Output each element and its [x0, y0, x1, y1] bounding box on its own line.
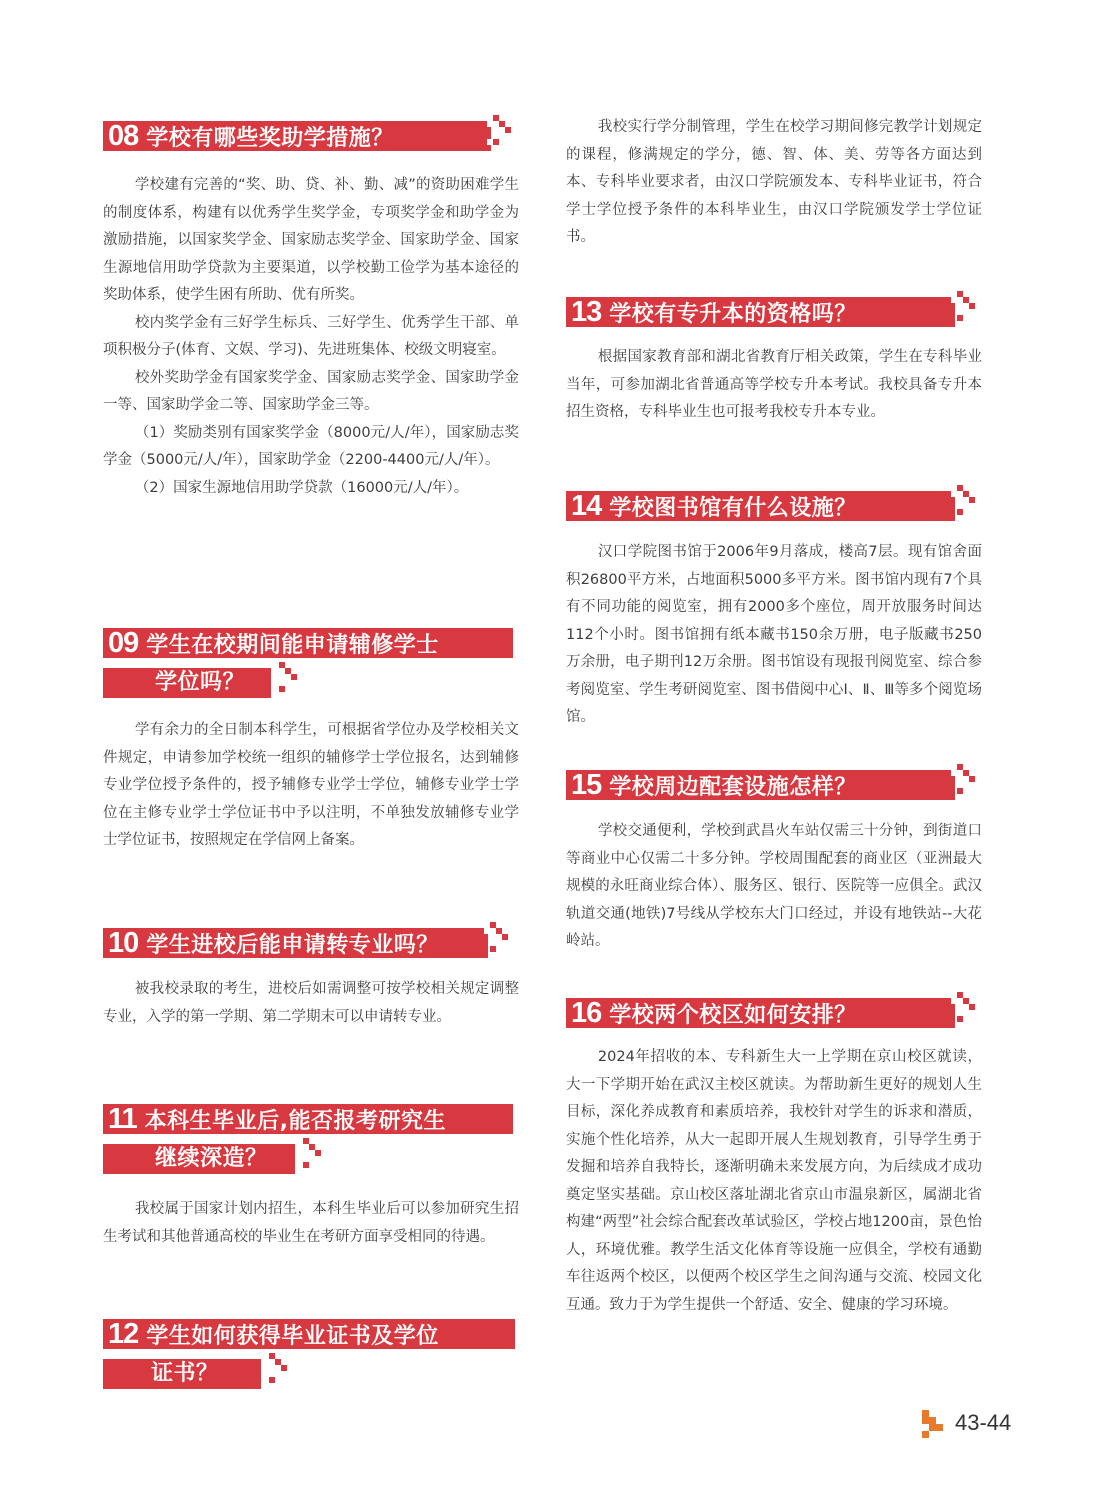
section-heading	[103, 121, 491, 151]
section-09	[103, 628, 519, 855]
section-title: 学校有专升本的资格吗？	[609, 302, 857, 327]
section-heading	[566, 297, 955, 327]
section-08	[103, 121, 519, 502]
page-number: 43-44	[955, 1410, 1012, 1435]
section-12-body	[566, 114, 982, 252]
pixel-decoration-icon	[263, 1353, 291, 1387]
paragraph: （2）国家生源地信用助学贷款（16000元/人/年）。	[134, 479, 469, 496]
section-10	[103, 928, 519, 1031]
section-title: 继续深造？	[155, 1146, 268, 1171]
paragraph: 我校实行学分制管理，学生在校学习期间修完教学计划规定的课程，修满规定的学分，德、智、体、美、劳等各方面达到本、专科毕业要求者，由汉口学院颁发本、专科毕业证书，符合学士学位授予条件的本科毕业生，由汉口学院颁发学士学位证书。	[566, 119, 982, 245]
pixel-decoration-icon	[273, 662, 301, 696]
pixel-decoration-icon	[951, 485, 979, 519]
section-heading-continued	[103, 1144, 295, 1174]
section-heading	[103, 1104, 513, 1134]
section-13	[566, 297, 982, 427]
section-15	[566, 770, 982, 956]
paragraph: 被我校录取的考生，进校后如需调整可按学校相关规定调整专业，入学的第一学期、第二学期末可以申请转专业。	[103, 981, 519, 1025]
section-number: 10	[108, 927, 139, 959]
section-title: 学位吗？	[155, 670, 246, 695]
paragraph: 学有余力的全日制本科学生，可根据省学位办及学校相关文件规定，申请参加学校统一组织的辅修学士学位报名，达到辅修专业学位授予条件的，授予辅修专业学士学位，辅修专业学士学位在主修专业学士学位证书中予以注明，不单独发放辅修专业学士学位证书，按照规定在学信网上备案。	[103, 722, 519, 848]
section-11	[103, 1104, 519, 1251]
paragraph: 校外奖助学金有国家奖学金、国家励志奖学金、国家助学金一等、国家助学金二等、国家助学金三等。	[103, 369, 519, 413]
section-16	[566, 998, 982, 1319]
section-number: 08	[108, 120, 139, 152]
section-body	[566, 344, 982, 427]
section-heading	[103, 1319, 515, 1349]
section-heading	[103, 628, 513, 658]
paragraph: （1）奖励类别有国家奖学金（8000元/人/年），国家励志奖学金（5000元/人/年），国家助学金（2200-4400元/人/年）。	[103, 424, 519, 468]
section-heading	[566, 998, 955, 1028]
section-body	[566, 1044, 982, 1319]
paragraph: 2024年招收的本、专科新生大一上学期在京山校区就读，大一下学期开始在武汉主校区就读。为帮助新生更好的规划人生目标，深化养成教育和素质培养，我校针对学生的诉求和潜质，实施个性化培养，从大一起即开展人生规划教育，引导学生勇于发掘和培养自我特长，逐渐明确未来发展方向，为后续成才成功奠定坚实基础。京山校区落址湖北省京山市温泉新区，属湖北省构建“两型”社会综合配套改革试验区，学校占地1200亩，景色怡人，环境优雅。教学生活文化体育等设施一应俱全，学校有通勤车往返两个校区，以便两个校区学生之间沟通与交流、校园文化互通。致力于为学生提供一个舒适、安全、健康的学习环境。	[566, 1049, 982, 1313]
paragraph: 汉口学院图书馆于2006年9月落成，楼高7层。现有馆舍面积26800平方米，占地面积5000多平方米。图书馆内现有7个具有不同功能的阅览室，拥有2000多个座位，周开放服务时间达112个小时。图书馆拥有纸本藏书150余万册，电子版藏书250万余册，电子期刊12万余册。图书馆设有现报刊阅览室、综合参考阅览室、学生考研阅览室、图书借阅中心Ⅰ、Ⅱ、Ⅲ等多个阅览场馆。	[566, 544, 982, 725]
section-heading	[566, 770, 955, 800]
section-number: 09	[108, 627, 139, 659]
pixel-decoration-icon	[484, 922, 512, 956]
section-title: 学校图书馆有什么设施？	[609, 496, 857, 521]
section-title: 学校有哪些奖助学措施？	[146, 126, 394, 151]
paragraph: 学校交通便利，学校到武昌火车站仅需三十分钟，到街道口等商业中心仅需二十多分钟。学校周围配套的商业区（亚洲最大规模的永旺商业综合体）、服务区、银行、医院等一应俱全。武汉轨道交通(地铁)7号线从学校东大门口经过，并设有地铁站--大花岭站。	[566, 823, 982, 949]
pixel-decoration-icon	[951, 992, 979, 1026]
section-title: 本科生毕业后,能否报考研究生	[144, 1109, 447, 1134]
section-number: 15	[571, 769, 602, 801]
pixel-decoration-icon	[487, 115, 515, 149]
pixel-decoration-icon	[951, 291, 979, 325]
section-title: 证书？	[151, 1361, 219, 1386]
section-heading-continued	[103, 1359, 261, 1389]
section-body	[103, 1196, 519, 1251]
section-heading	[103, 928, 488, 958]
paragraph: 校内奖学金有三好学生标兵、三好学生、优秀学生干部、单项积极分子(体育、文娱、学习)、先进班集体、校级文明寝室。	[103, 314, 519, 358]
section-number: 11	[108, 1103, 137, 1135]
section-heading-continued	[103, 668, 271, 698]
pixel-decoration-icon	[297, 1138, 325, 1172]
section-heading	[566, 491, 955, 521]
section-14	[566, 491, 982, 732]
section-title: 学生如何获得毕业证书及学位	[146, 1324, 439, 1349]
section-title: 学生在校期间能申请辅修学士	[146, 633, 439, 658]
section-number: 14	[571, 490, 602, 522]
pixel-decoration-icon	[951, 764, 979, 798]
section-number: 13	[571, 296, 602, 328]
section-body	[566, 818, 982, 956]
section-body	[103, 976, 519, 1031]
section-title: 学生进校后能申请转专业吗？	[146, 933, 439, 958]
section-title: 学校两个校区如何安排？	[609, 1003, 857, 1028]
paragraph: 我校属于国家计划内招生，本科生毕业后可以参加研究生招生考试和其他普通高校的毕业生在考研方面享受相同的待遇。	[103, 1201, 519, 1245]
section-12-heading	[103, 1319, 519, 1389]
section-body	[566, 539, 982, 732]
section-body	[103, 172, 519, 502]
section-number: 16	[571, 997, 602, 1029]
page-marker-icon	[922, 1410, 944, 1440]
paragraph: 学校建有完善的“奖、助、贷、补、勤、减”的资助困难学生的制度体系，构建有以优秀学生奖学金，专项奖学金和助学金为激励措施，以国家奖学金、国家励志奖学金、国家助学金、国家生源地信用助学贷款为主要渠道，以学校勤工俭学为基本途径的奖助体系，使学生困有所助、优有所奖。	[103, 177, 519, 303]
section-title: 学校周边配套设施怎样？	[609, 775, 857, 800]
section-body	[103, 717, 519, 855]
section-number: 12	[108, 1318, 139, 1350]
paragraph: 根据国家教育部和湖北省教育厅相关政策，学生在专科毕业当年，可参加湖北省普通高等学校专升本考试。我校具备专升本招生资格，专科毕业生也可报考我校专升本专业。	[566, 349, 982, 420]
